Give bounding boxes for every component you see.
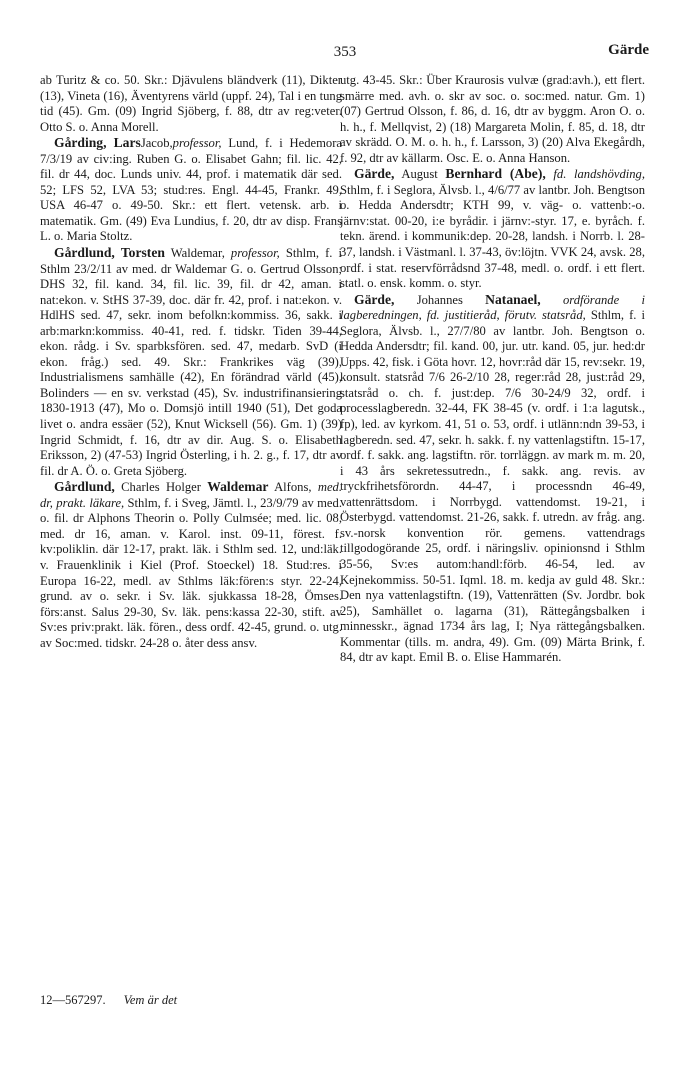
entry-given-name: Johannes (416, 292, 463, 307)
print-code: 12—567297. (40, 993, 106, 1007)
entry-headword: Gärde, (354, 166, 395, 182)
entry-given-name: August (401, 167, 438, 182)
entry-given-name-2: Alfons, (274, 480, 312, 495)
printer-imprint (40, 993, 177, 1008)
left-column (40, 73, 342, 651)
entry-call-name: Bernhard (Abe), (445, 166, 546, 182)
entry-headword: Gårdlund, (54, 479, 115, 495)
entry-text: Sthlm, f. i Sthlm 23/2/11 av med. dr Waldemar G. o. Gertrud Olsson; DHS 32, fil. kand. 34, fil. lic. 39, fil. dr 42, aman. i nat:ekon. v. StHS 37-39, doc. där fr. 42, prof. i nat:ekon. v. HdlHS sed. 47, sekr. inom befolkn:kommiss. 36, sakk. i arb:markn:kommiss. 40-41, red. f. tidskr. Tiden 39-44, ekon. rådg. i Sv. sparbksfören. sed. 47, medarb. SvD (i ekon. fråg.) sed. 49. Skr.: Frankrikes väg (39), Industrialismens samhälle (42), En förändrad värld (45), Bolinders — en sv. verkstad (45), Sv. industrifinansiering 1830-1913 (47), Mo o. Domsjö intill 1940 (51), Det goda livet o. andra essäer (52), Knut Wicksell (56). Gm. 1) (39) Ingrid Schmidt, f. 16, dtr av dir. Aug. S. o. Elisabeth Eriksson, 2) (47-53) Ingrid Österling, i h. 2. g., f. 17, dtr av fil. dr A. Ö. o. Greta Sjöberg. (40, 246, 342, 478)
page-number: 353 (333, 44, 357, 60)
entry-given-name: Jacob, (140, 136, 173, 151)
entry-call-name: Natanael, (485, 291, 541, 307)
entry-title: professor, (172, 136, 222, 151)
entry-title: fd. landshövding, (553, 167, 645, 182)
entry-headword: Gårding, Lars (54, 135, 141, 151)
entry-garding-lars (40, 135, 342, 245)
entry-title: med. dr, prakt. läkare, (40, 480, 342, 510)
entry-headword: Gärde, (354, 291, 395, 307)
entry-given-name: Charles Holger (121, 480, 201, 495)
entry-given-name: Waldemar, (170, 246, 225, 261)
entry-text: Lund, f. i Hedemora 7/3/19 av civ:ing. Ruben G. o. Elisabet Gahn; fil. lic. 42, fil. dr 44, doc. Lunds univ. 44, prof. i matematik där sed. 52; LFS 52, LVA 53; stud:res. Engl. 44-45, Frankr. 49, USA 46-47 o. 49-50. Skr.: ett flert. vetensk. arb. i matematik. Gm. (49) Eva Lundius, f. 20, dtr av disp. Frans L. o. Maria Stoltz. (40, 136, 343, 244)
entry-garde-natanael (340, 292, 645, 666)
entry-call-name: Waldemar (207, 479, 269, 495)
running-head: Gärde (608, 42, 649, 58)
right-column (340, 73, 645, 666)
continued-entry: utg. 43-45. Skr.: Über Kraurosis vulvæ (grad:avh.), ett flert. smärre med. avh. o. skr av soc. o. soc:med. natur. Gm. 1) (07) Gertrud Olsson, f. 86, d. 16, dtr av byggm. Aron O. o. h. h., f. Mellqvist, 2) (18) Margareta Molin, f. 85, d. 18, dtr av skrädd. O. M. o. h. h., f. Larsson, 3) (20) Alva Ekegårdh, f. 92, dtr av källarm. Osc. E. o. Anna Hanson. (340, 73, 645, 165)
entry-text: Sthlm, f. i Sveg, Jämtl. l., 23/9/79 av med. o. fil. dr Alphons Theorin o. Polly Culmsée; med. lic. 08, med. dr 16, aman. v. Karol. inst. 09-11, förest. f. kv:poliklin. där 12-17, prakt. läk. i Sthlm sed. 12, und:läk. v. Frauenklinik i Kiel (Prof. Stoeckel) 18. Stud:res. i Europa 16-22, medl. av Sthlms läk:fören:s styr. 22-24, grund. av o. sekr. i Sv. läk. sjukkassa 18-28, Ömses. förs:anst. Salus 29-30, Sv. läk. pens:kassa 22-30, stift. av Sv:es priv:prakt. läk. fören., dess ordf. 42-45, grund. o. utg. av Soc:med. tidskr. 24-28 o. åter dess ansv. (40, 495, 342, 650)
book-signature: Vem är det (123, 993, 178, 1007)
entry-text: Sthlm, f. i Seglora, Älvsb. l., 4/6/77 av lantbr. Joh. Bengtson o. Hedda Andersdtr; KTH 99, v. väg- o. vattenb:-o. järnv:stat. 00-20, i:e byrådir. i järnv:-styr. 17, e. byråch. f. tekn. ärend. i kommunik:dep. 20-28, landsh. i Norrb. l. 28-37, landsh. i Västmanl. l. 37-43, öv:löjtn. VVK 24, avsk. 28, ordf. i stat. reservförrådsnd 37-48, medl. o. ordf. i ett flert. statl. o. ensk. komm. o. styr. (340, 182, 645, 291)
entry-garde-bernhard (340, 166, 645, 291)
entry-title: professor, (230, 246, 280, 261)
entry-text: Sthlm, f. i Seglora, Älvsb. l., 27/7/80 av lantbr. Joh. Bengtson o. Hedda Andersdtr; fil. kand. 00, jur. utr. kand. 05, jur. hed:dr Upps. 42, fisk. i Göta hovr. 12, hovr:råd där 15, rev:sekr. 19, konsult. statsråd 7/6 26-2/10 28, reger:råd 28, just:råd 29, statsråd o. ch. f. just:dep. 7/6 30-24/9 32, ordf. i processlagberedn. 32-44, FK 38-45 (v. ordf. i 1:a lagutsk., fp), led. av kyrkom. 41, 51 o. 53, ordf. i utlänn:ndn 39-53, i lagberedn. sed. 47, sekr. h. sakk. f. ny vattenlagstiftn. 15-17, ordf. f. sakk. ang. lagstiftn. rör. torrläggn. av mark m. m. 20, i 43 års sekretessutredn., f. sakk. ang. revis. av tryckfrihetsförordn. 44-47, i processndn 46-49, vattenrättsdom. i Norrbygd. vattendomst. 19-21, i Österbygd. vattendomst. 21-26, sakk. f. utredn. av fråg. ang. sv.-norsk konvention rör. gemens. vattendrags tillgodogörande 25, ordf. i näringsliv. opinionsnd i Sthlm 35-56, Sv:es autom:handl:förb. 46-54, led. av Kejnekommiss. 50-51. Iqml. 18. m. kedja av guld 48. Skr.: Den nya vattenlagstiftn. (19), Vattenrätten (Sv. Jordbr. bok 25), Samhället o. lagarna (31), Rättegångsbalken i minnesskr., ägnad 1734 års lag, I; Nya rättegångsbalken. Kommentar (tills. m. andra, 49). Gm. (09) Märta Brink, f. 84, dtr av kapt. Emil B. o. Elise Hammarén. (340, 308, 645, 665)
entry-headword: Gårdlund, Torsten (54, 245, 165, 261)
continued-entry: ab Turitz & co. 50. Skr.: Djävulens bländverk (11), Dikter (13), Vineta (16), Äventyrens värld (uppf. 24), Tal i en tung tid (45). Gm. (09) Ingrid Sjöberg, f. 88, dtr av reg:veter. Otto S. o. Anna Morell. (40, 73, 342, 134)
entry-title: ordförande i lagberedningen, fd. justitieråd, förutv. statsråd, (340, 292, 645, 323)
entry-gardlund-waldemar (40, 479, 342, 651)
entry-gardlund-torsten (40, 245, 342, 479)
